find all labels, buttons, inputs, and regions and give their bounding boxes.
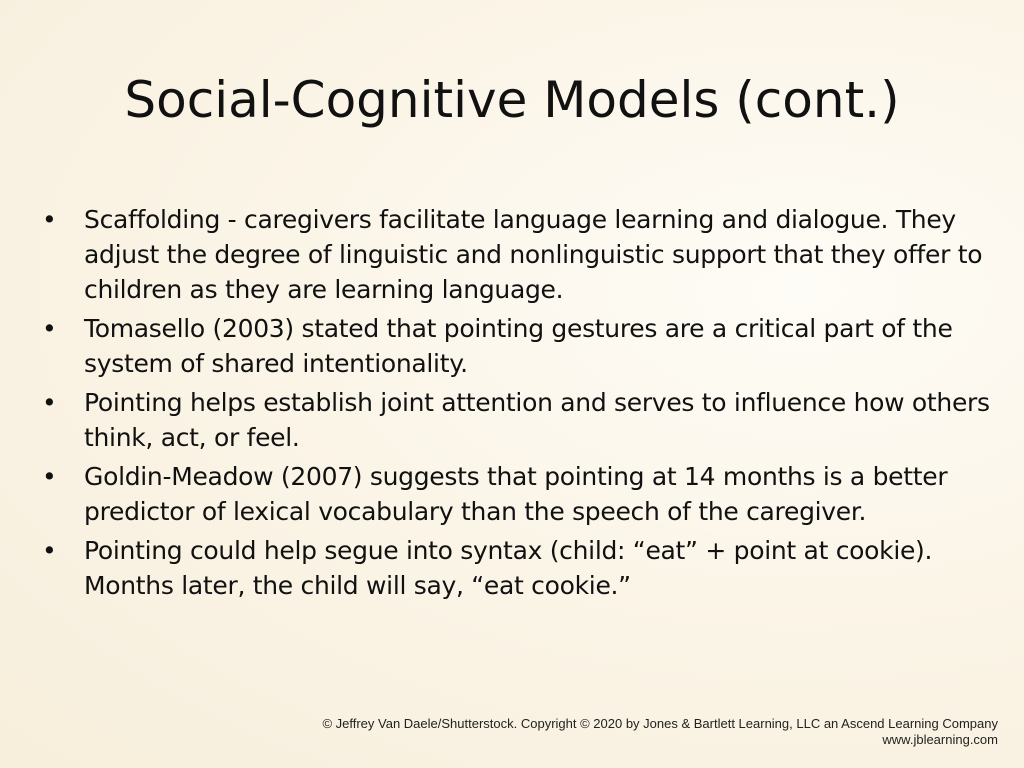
- bullet-dot-icon: •: [42, 205, 57, 234]
- bullet-text: Pointing could help segue into syntax (child: “eat” + point at cookie). Months later, the child will say, “eat cookie.”: [84, 536, 933, 600]
- bullet-item: [40, 459, 990, 529]
- bullet-list: [40, 202, 990, 607]
- bullet-item: [40, 385, 990, 455]
- bullet-item: [40, 202, 990, 307]
- bullet-dot-icon: •: [42, 314, 57, 343]
- bullet-text: Pointing helps establish joint attention and serves to influence how others think, act, or feel.: [84, 388, 990, 452]
- bullet-item: [40, 533, 990, 603]
- bullet-item: [40, 311, 990, 381]
- copyright-footer: [322, 716, 998, 748]
- bullet-text: Goldin-Meadow (2007) suggests that pointing at 14 months is a better predictor of lexical vocabulary than the speech of the caregiver.: [84, 462, 948, 526]
- bullet-dot-icon: •: [42, 462, 57, 491]
- bullet-dot-icon: •: [42, 388, 57, 417]
- bullet-dot-icon: •: [42, 536, 57, 565]
- copyright-text: © Jeffrey Van Daele/Shutterstock. Copyright © 2020 by Jones & Bartlett Learning, LLC an Ascend Learning Company: [322, 716, 998, 731]
- bullet-text: Scaffolding - caregivers facilitate language learning and dialogue. They adjust the degree of linguistic and nonlinguistic support that they offer to children as they are learning language.: [84, 205, 983, 304]
- slide-title: Social-Cognitive Models (cont.): [124, 71, 900, 129]
- website-link[interactable]: www.jblearning.com: [882, 732, 998, 747]
- bullet-text: Tomasello (2003) stated that pointing gestures are a critical part of the system of shared intentionality.: [84, 314, 953, 378]
